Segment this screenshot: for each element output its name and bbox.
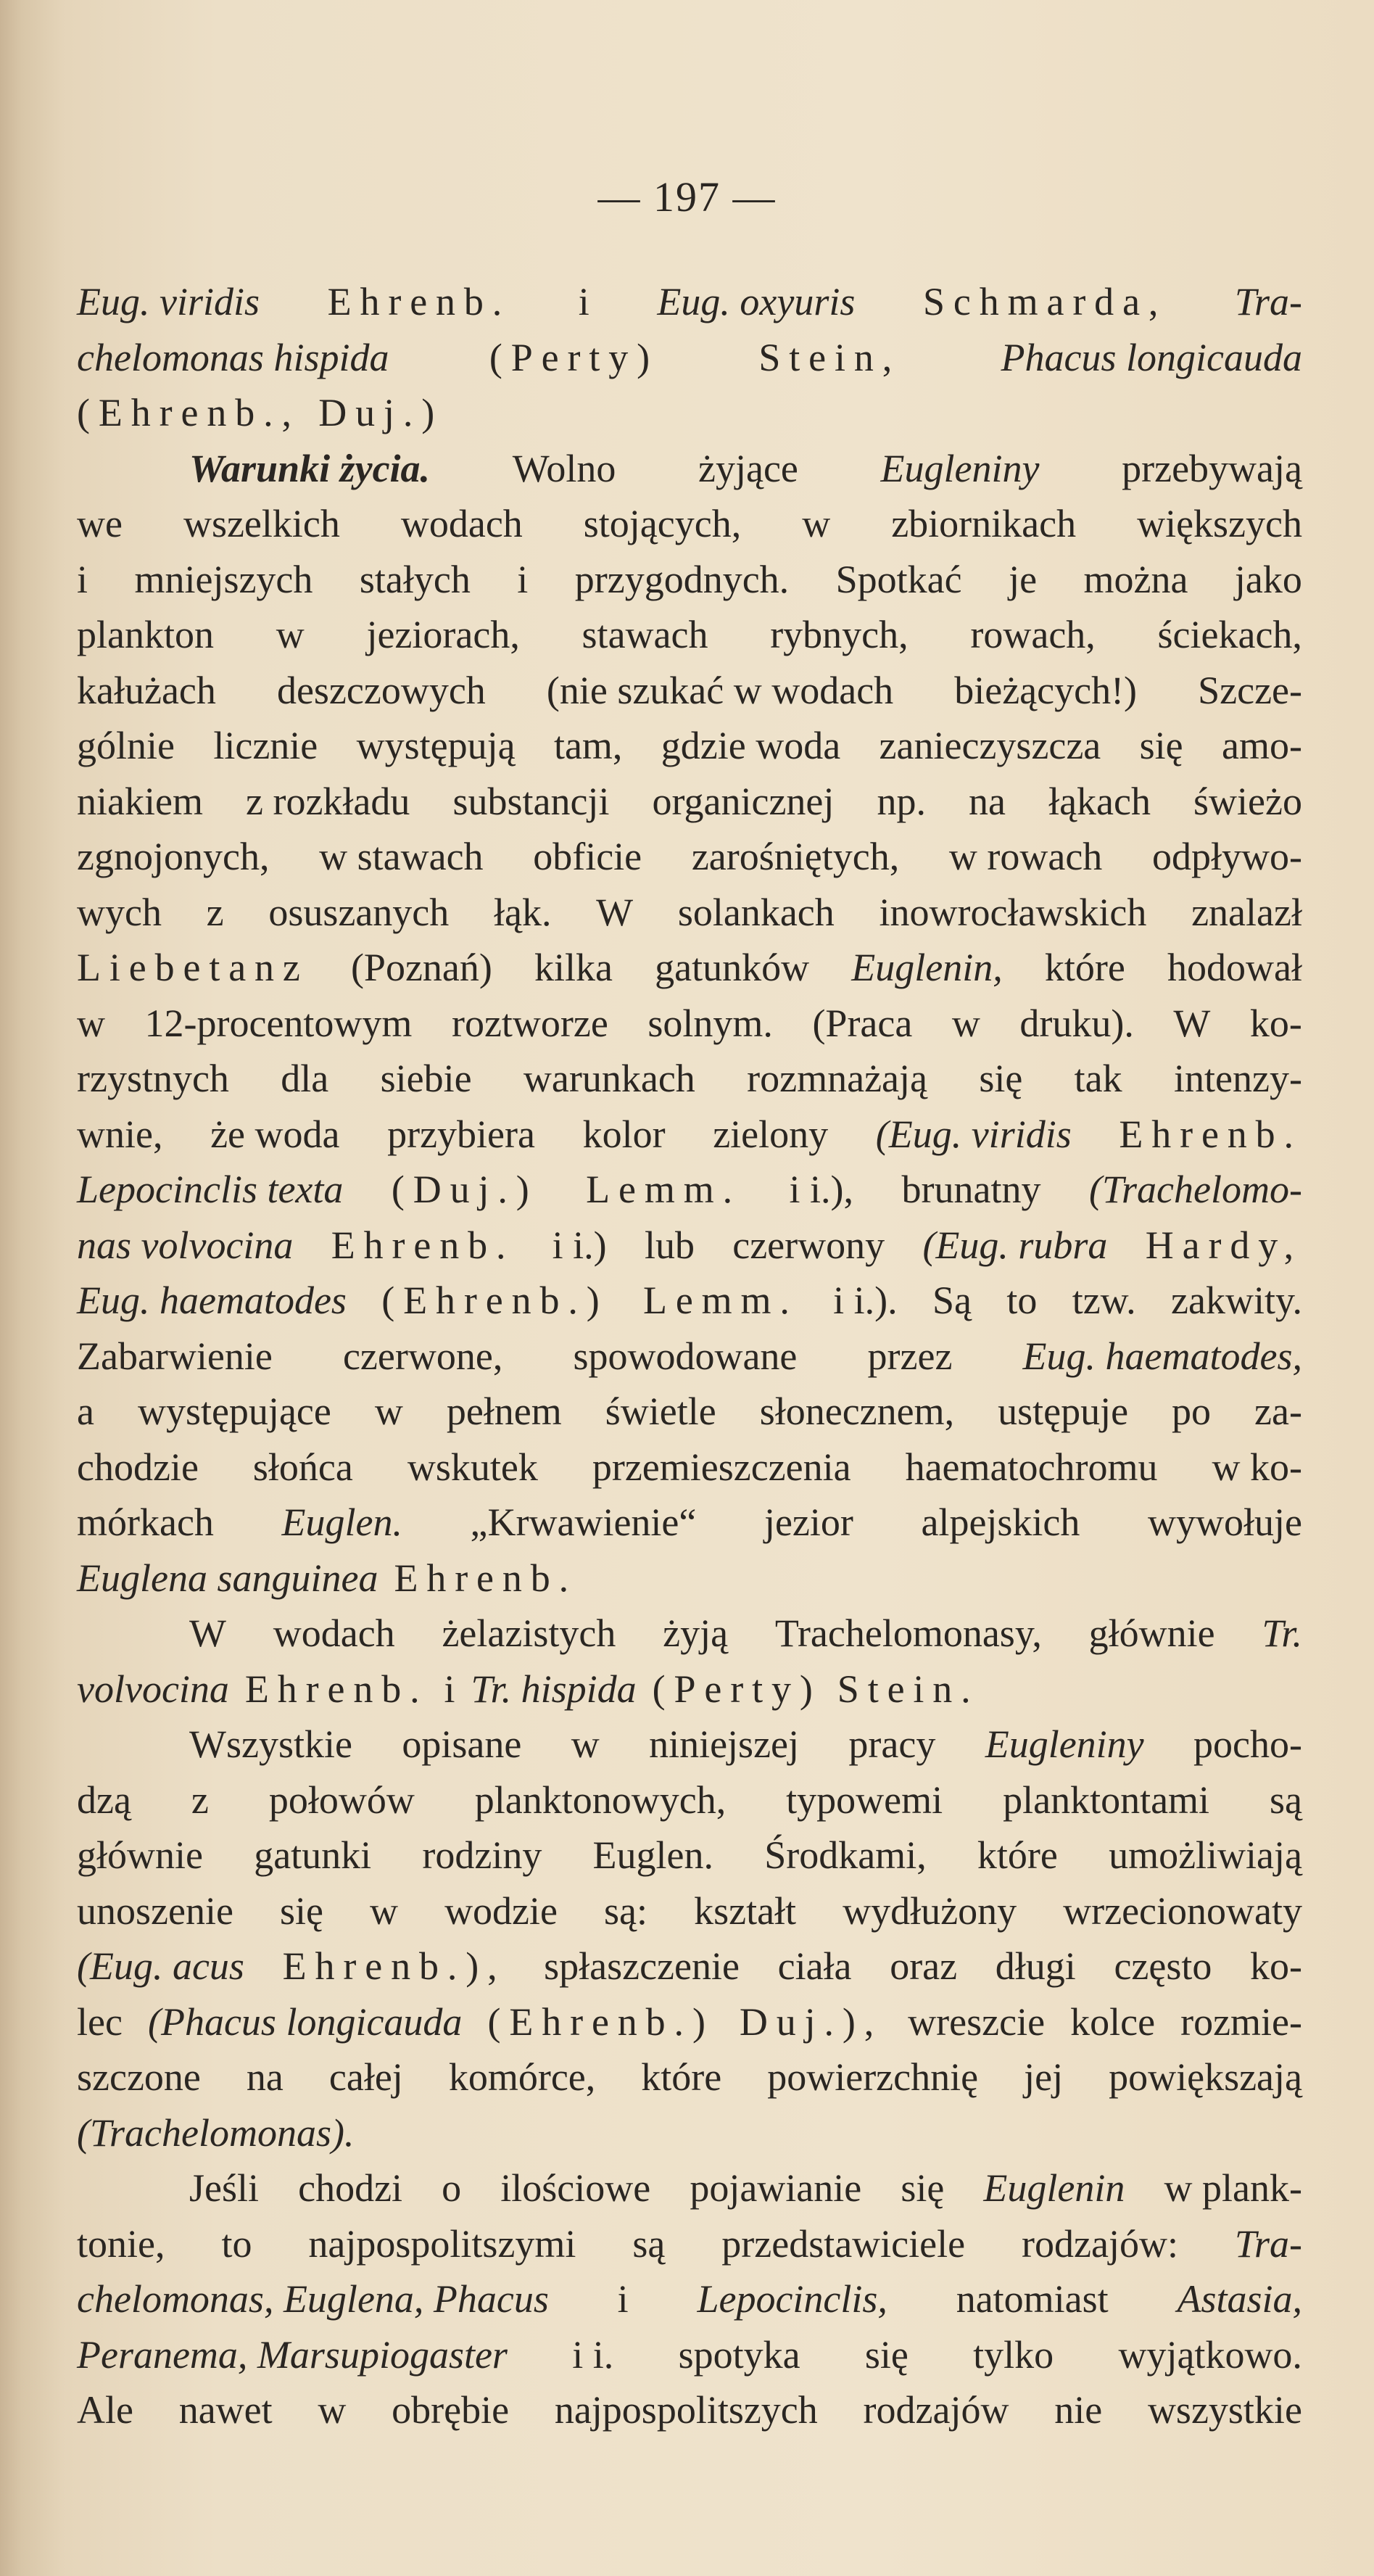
text-line — [77, 1828, 1302, 1883]
word: „Krwawienie“ — [470, 1500, 697, 1544]
word: w — [370, 1888, 399, 1933]
word: rozmie- — [1180, 1999, 1302, 2044]
word: często — [1114, 1944, 1212, 1988]
word: Euglen. — [592, 1833, 713, 1877]
word: Stein. — [837, 1667, 980, 1711]
word: Lepocinclis texta — [77, 1168, 344, 1211]
word: pocho- — [1193, 1722, 1302, 1766]
word: ustępuje — [998, 1390, 1129, 1433]
word: dla — [281, 1057, 329, 1100]
word: rozmnażają — [747, 1057, 927, 1100]
word: za- — [1254, 1390, 1302, 1433]
word: chodzie — [77, 1445, 199, 1489]
word: a — [77, 1390, 94, 1433]
word: i — [517, 557, 529, 601]
word: Zabarwienie — [77, 1334, 273, 1378]
word: volvocina — [77, 1667, 229, 1711]
word: rzystnych — [77, 1057, 229, 1100]
word: łąkach — [1048, 779, 1151, 823]
word: w stawach — [319, 835, 484, 878]
word: roztworze — [451, 1001, 608, 1045]
word: Hardy, — [1145, 1223, 1302, 1267]
text-line — [77, 718, 1302, 774]
word: siebie — [380, 1057, 472, 1100]
word: gdzie woda — [661, 724, 841, 767]
word: się — [979, 1057, 1023, 1100]
word: Eug. viridis — [77, 280, 260, 323]
word: organicznej — [652, 779, 835, 823]
word: chodzi — [298, 2166, 403, 2210]
word: i i.). — [833, 1279, 898, 1322]
word: o — [442, 2166, 462, 2210]
word: z rozkładu — [246, 779, 410, 823]
word: zbiornikach — [891, 502, 1077, 545]
word: kilka — [534, 946, 613, 989]
word: kolce — [1070, 1999, 1156, 2044]
word: mniejszych — [134, 557, 313, 601]
word: jezior — [763, 1500, 853, 1544]
word: można — [1083, 557, 1188, 601]
word: wywołuje — [1147, 1500, 1302, 1544]
word: które — [1044, 946, 1125, 989]
text-line — [77, 996, 1302, 1052]
word: Szcze- — [1198, 668, 1302, 712]
word: Euglena sanguinea — [77, 1556, 378, 1600]
word: Stein, — [758, 335, 901, 379]
word: Euglen. — [281, 1500, 402, 1544]
word: Eug. oxyuris — [657, 280, 856, 323]
text-line — [77, 496, 1302, 552]
word: Tra- — [1234, 280, 1302, 323]
word: tylko — [973, 2332, 1054, 2377]
word: (Ehrenb., Duj.) — [77, 391, 444, 434]
text-line — [77, 2327, 1302, 2383]
text-line — [77, 552, 1302, 608]
word: które — [641, 2055, 722, 2099]
word: i i. — [572, 2332, 614, 2377]
word: natomiast — [956, 2277, 1109, 2321]
word: unoszenie — [77, 1888, 233, 1933]
word: plankton — [77, 613, 214, 656]
word: niniejszej — [649, 1722, 800, 1766]
word: zanieczyszcza — [879, 724, 1101, 767]
word: najpospolitszymi — [308, 2221, 576, 2266]
word: rybnych, — [770, 613, 909, 656]
text-line — [77, 1051, 1302, 1107]
word: Peranema, Marsupiogaster — [77, 2332, 508, 2377]
word: żelazistych — [442, 1611, 616, 1655]
word: Phacus longicauda — [1001, 335, 1302, 379]
word: jej — [1024, 2055, 1064, 2099]
text-line — [77, 2105, 1302, 2161]
word: spłaszczenie — [544, 1944, 740, 1988]
word: alpejskich — [921, 1500, 1080, 1544]
word: jeziorach, — [366, 613, 520, 656]
word: licznie — [213, 724, 318, 767]
word: zielony — [713, 1112, 829, 1156]
word: Tr. hispida — [471, 1667, 637, 1711]
word: (Poznań) — [350, 946, 492, 989]
text-line — [77, 1606, 1302, 1661]
word: wych — [77, 890, 162, 934]
word: Liebetanz — [77, 946, 309, 989]
word: wodach — [273, 1611, 395, 1655]
word: wszystkie — [1147, 2388, 1302, 2432]
word: ściekach, — [1157, 613, 1302, 656]
word: gatunków — [655, 946, 810, 989]
text-line — [77, 274, 1302, 330]
word: w ko- — [1212, 1445, 1302, 1489]
word: ciała — [777, 1944, 852, 1988]
text-line — [77, 829, 1302, 885]
word: lub — [644, 1223, 695, 1267]
word: wrzecionowaty — [1063, 1888, 1302, 1933]
word: wyjątkowo. — [1118, 2332, 1302, 2377]
word: w — [571, 1722, 600, 1766]
word: W — [189, 1611, 226, 1655]
word: stojących, — [583, 502, 742, 545]
word: przedstawiciele — [721, 2221, 966, 2266]
text-line — [77, 1994, 1302, 2050]
word: z — [206, 890, 224, 934]
word: czerwony — [732, 1223, 885, 1267]
word: przez — [867, 1334, 953, 1378]
text-line — [77, 885, 1302, 941]
word: przebywają — [1122, 446, 1302, 490]
word: Eugleniny — [985, 1722, 1144, 1766]
word: tonie, — [77, 2221, 165, 2266]
word: się — [279, 1888, 323, 1933]
word: powiększają — [1109, 2055, 1302, 2099]
word: Euglenin — [983, 2166, 1125, 2210]
word: tak — [1074, 1057, 1122, 1100]
word: brunatny — [901, 1168, 1041, 1211]
word: łąk. — [493, 890, 552, 934]
word: żyjące — [698, 446, 798, 490]
word: się — [864, 2332, 909, 2377]
word: pracy — [848, 1722, 936, 1766]
text-line — [77, 1329, 1302, 1384]
text-line — [77, 2271, 1302, 2327]
word: oraz — [890, 1944, 958, 1988]
word: Tra- — [1234, 2221, 1302, 2266]
word: 12-procentowym — [144, 1001, 413, 1045]
word: głównie — [77, 1833, 203, 1877]
text-line — [77, 330, 1302, 386]
word: komórce, — [448, 2055, 596, 2099]
word: w — [802, 502, 831, 545]
word: na — [969, 779, 1006, 823]
word: przybiera — [387, 1112, 535, 1156]
word: stałych — [359, 557, 471, 601]
body-text — [77, 274, 1302, 2438]
word: Eug. haematodes, — [1022, 1334, 1302, 1378]
word: kolor — [582, 1112, 666, 1156]
word: że woda — [210, 1112, 340, 1156]
text-line — [77, 1107, 1302, 1163]
word: które — [977, 1833, 1058, 1877]
word: solankach — [677, 890, 835, 934]
text-line — [77, 1772, 1302, 1828]
word: w plank- — [1164, 2166, 1302, 2210]
word: (Eug. acus — [77, 1944, 244, 1988]
word: nas volvocina — [77, 1223, 294, 1267]
text-line — [77, 1384, 1302, 1440]
text-line — [77, 1883, 1302, 1939]
word: odpływo- — [1151, 835, 1302, 878]
word: haematochromu — [905, 1445, 1158, 1489]
word: Euglenin, — [851, 946, 1003, 989]
word: umożliwiają — [1109, 1833, 1302, 1877]
word: tam, — [553, 724, 623, 767]
word: lec — [77, 1999, 123, 2044]
word: intenzy- — [1174, 1057, 1302, 1100]
word: gólnie — [77, 724, 175, 767]
word: planktontami — [1003, 1778, 1210, 1822]
word: ko- — [1250, 1944, 1302, 1988]
word: po — [1172, 1390, 1212, 1433]
text-line — [77, 2160, 1302, 2216]
word: połowów — [268, 1778, 415, 1822]
word: opisane — [402, 1722, 522, 1766]
word: W — [1173, 1001, 1211, 1045]
word: (nie szukać w wodach — [546, 668, 894, 712]
word: to — [1006, 1279, 1038, 1322]
word: słonecznem, — [759, 1390, 955, 1433]
word: (Eug. viridis — [875, 1112, 1072, 1156]
word: solnym. — [647, 1001, 773, 1045]
text-line — [77, 2382, 1302, 2438]
word: np. — [877, 779, 926, 823]
word: ko- — [1249, 1001, 1302, 1045]
word: zarośniętych, — [691, 835, 900, 878]
word: w — [951, 1001, 980, 1045]
word: wnie, — [77, 1112, 163, 1156]
word: rowach, — [970, 613, 1096, 656]
word: przemieszczenia — [592, 1445, 851, 1489]
word: (Phacus longicauda — [148, 1999, 463, 2044]
word: Eug. haematodes — [77, 1279, 347, 1322]
word: (Ehrenb.) — [487, 1999, 714, 2044]
word: Astasia, — [1177, 2277, 1302, 2321]
text-line — [77, 607, 1302, 663]
word: i — [77, 557, 88, 601]
word: W — [596, 890, 634, 934]
text-line — [77, 940, 1302, 996]
word: typowemi — [786, 1778, 943, 1822]
word: ilościowe — [500, 2166, 651, 2210]
word: Wszystkie — [189, 1722, 352, 1766]
word: w — [374, 1390, 403, 1433]
word: wodach — [400, 502, 523, 545]
word: niakiem — [77, 779, 203, 823]
word: Jeśli — [189, 2166, 260, 2210]
word: warunkach — [523, 1057, 695, 1100]
word: pełnem — [446, 1390, 562, 1433]
word: to — [221, 2221, 252, 2266]
word: w — [276, 613, 305, 656]
word: spotyka — [678, 2332, 800, 2377]
word: Ehrenb. — [327, 280, 511, 323]
text-line — [77, 774, 1302, 830]
word: deszczowych — [276, 668, 486, 712]
word: wszelkich — [183, 502, 340, 545]
text-line — [77, 385, 1302, 441]
word: całej — [328, 2055, 403, 2099]
word: wskutek — [407, 1445, 538, 1489]
word: głównie — [1088, 1611, 1215, 1655]
word: zgnojonych, — [77, 835, 270, 878]
word: są: — [604, 1888, 648, 1933]
word: Ale — [77, 2388, 133, 2432]
word: świetle — [605, 1390, 716, 1433]
word: Wolno — [512, 446, 616, 490]
word: Lemm. — [642, 1279, 798, 1322]
word: jako — [1234, 557, 1302, 601]
word: najpospolitszych — [554, 2388, 818, 2432]
word: i — [444, 1667, 455, 1711]
word: czerwone, — [342, 1334, 503, 1378]
word: są — [632, 2221, 666, 2266]
word: żyją — [663, 1611, 729, 1655]
word: występują — [356, 724, 516, 767]
word: rodziny — [422, 1833, 542, 1877]
word: substancji — [452, 779, 610, 823]
word: je — [1009, 557, 1038, 601]
word: i — [617, 2277, 629, 2321]
word: wydłużony — [843, 1888, 1017, 1933]
text-line — [77, 1440, 1302, 1495]
word: planktonowych, — [474, 1778, 727, 1822]
word: Trachelomonasy, — [774, 1611, 1042, 1655]
word: osuszanych — [268, 890, 450, 934]
word: rodzajów — [863, 2388, 1009, 2432]
word: w — [318, 2388, 347, 2432]
word: tzw. — [1072, 1279, 1136, 1322]
word: druku). — [1019, 1001, 1134, 1045]
word: szczone — [77, 2055, 201, 2099]
word: Eugleniny — [880, 446, 1040, 490]
word: chelomonas hispida — [77, 335, 389, 379]
word: (Ehrenb.) — [381, 1279, 608, 1322]
word: Lemm. — [586, 1168, 742, 1211]
word: i — [578, 280, 589, 323]
word: stawach — [582, 613, 708, 656]
word: Lepocinclis, — [697, 2277, 887, 2321]
word: się — [901, 2166, 945, 2210]
word: słońca — [252, 1445, 353, 1489]
word: dzą — [77, 1778, 131, 1822]
word: bieżących!) — [954, 668, 1138, 712]
word: znalazł — [1191, 890, 1302, 934]
word: i i.) — [552, 1223, 607, 1267]
word: powierzchnię — [767, 2055, 979, 2099]
word: gatunki — [254, 1833, 372, 1877]
word: (Praca — [812, 1001, 913, 1045]
word: Ehrenb. — [331, 1223, 515, 1267]
word: hodował — [1167, 946, 1302, 989]
word: Spotkać — [835, 557, 962, 601]
word: Są — [932, 1279, 972, 1322]
word: chelomonas, Euglena, Phacus — [77, 2277, 549, 2321]
text-line — [77, 1273, 1302, 1329]
word: występujące — [137, 1390, 331, 1433]
word: pojawianie — [690, 2166, 862, 2210]
word: Duj.), — [739, 1999, 883, 2044]
text-line — [77, 1218, 1302, 1273]
word: Ehrenb. — [394, 1556, 578, 1600]
text-line — [77, 2216, 1302, 2272]
word: (Eug. rubra — [922, 1223, 1108, 1267]
word: obrębie — [392, 2388, 510, 2432]
text-line — [77, 2049, 1302, 2105]
word: świeżo — [1193, 779, 1302, 823]
text-line — [77, 1495, 1302, 1551]
word: Ehrenb. — [1119, 1112, 1302, 1156]
word: są — [1270, 1778, 1302, 1822]
word: na — [246, 2055, 284, 2099]
page-number: — 197 — — [597, 173, 777, 220]
text-line — [77, 1717, 1302, 1772]
text-line — [77, 663, 1302, 719]
word: przygodnych. — [574, 557, 790, 601]
word: zakwity. — [1171, 1279, 1302, 1322]
word: spowodowane — [573, 1334, 798, 1378]
text-line — [77, 1661, 1302, 1717]
word: w — [77, 1001, 105, 1045]
word: z — [191, 1778, 209, 1822]
text-line — [77, 441, 1302, 497]
word: w rowach — [948, 835, 1103, 878]
word: kształt — [694, 1888, 797, 1933]
text-line — [77, 1939, 1302, 1994]
word: (Duj.) — [391, 1168, 538, 1211]
word: (Perty) — [489, 335, 658, 379]
word: (Trachelomo- — [1088, 1168, 1302, 1211]
word: rodzajów: — [1022, 2221, 1178, 2266]
word: Tr. — [1262, 1611, 1302, 1655]
word: Ehrenb. — [244, 1667, 429, 1711]
word: się — [1139, 724, 1183, 767]
word: i i.), — [789, 1168, 854, 1211]
word: we — [77, 502, 123, 545]
word: większych — [1137, 502, 1302, 545]
text-line — [77, 1551, 1302, 1606]
word: wreszcie — [908, 1999, 1046, 2044]
word: (Trachelomonas). — [77, 2110, 355, 2155]
word: amo- — [1222, 724, 1302, 767]
word: Środkami, — [764, 1833, 927, 1877]
word: Schmarda, — [922, 280, 1167, 323]
word: nawet — [178, 2388, 273, 2432]
word: kałużach — [77, 668, 216, 712]
word: nie — [1054, 2388, 1103, 2432]
word: (Perty) — [652, 1667, 821, 1711]
word: Ehrenb.), — [282, 1944, 506, 1988]
word: wodzie — [444, 1888, 558, 1933]
text-line — [77, 1162, 1302, 1218]
word: mórkach — [77, 1500, 214, 1544]
word: Warunki życia. — [189, 446, 431, 490]
word: inowrocławskich — [879, 890, 1147, 934]
word: długi — [995, 1944, 1076, 1988]
word: obficie — [533, 835, 642, 878]
